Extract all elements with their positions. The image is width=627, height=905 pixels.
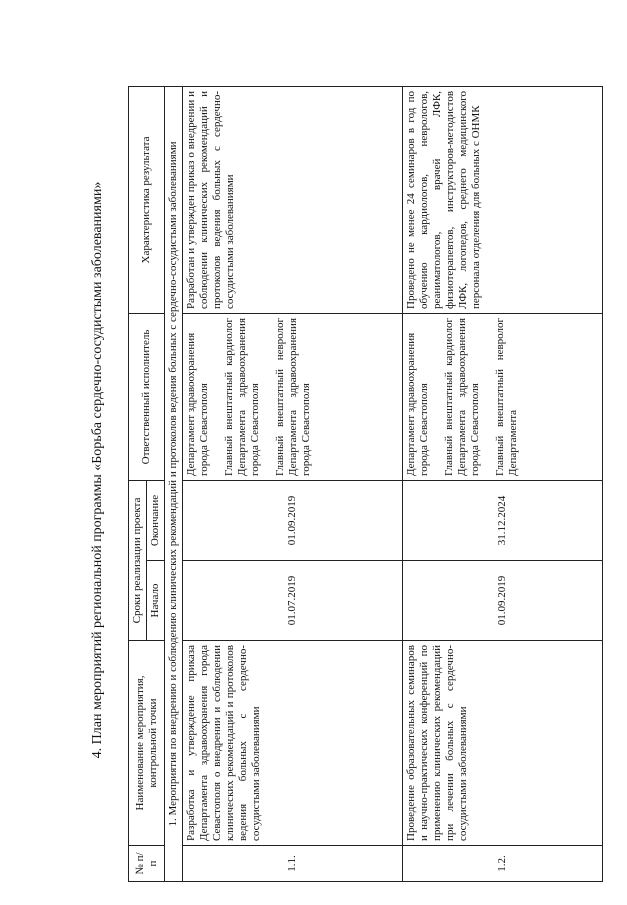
header-responsible: Ответственный исполнитель xyxy=(129,313,165,480)
header-end: Окончание xyxy=(147,480,165,560)
row-result: Разработан и утвержден приказ о внедрении и соблюдении клинических рекомендаций и протоколов ведения больных с сердечно-сосудистыми заболеваниями xyxy=(183,86,403,313)
header-result: Характеристика результата xyxy=(129,86,165,313)
row-activity-name: Разработка и утверждение приказа Департамента здравоохранения города Севастополя о внедрении и соблюдении клинических рекомендаций и протоколов ведения больных с сердечно-сосудистыми заболеваниями xyxy=(183,641,403,846)
table-row xyxy=(183,86,403,881)
header-num: № п/п xyxy=(129,846,165,882)
header-terms: Сроки реализации проекта xyxy=(129,480,147,640)
section-row xyxy=(165,86,183,881)
responsible-neurologist: Главный внештатный невролог Департамента xyxy=(494,317,519,476)
responsible-cardiologist: Главный внештатный кардиолог Департамента здравоохранения города Севастополя xyxy=(223,317,261,476)
row-result: Проведено не менее 24 семинаров в год по обучению кардиологов, неврологов, реаниматологов, врачей ЛФК, физиотерапевтов, инструкторов-методистов ЛФК, логопедов, среднего медицинского персонала отделения для больных с ОНМК xyxy=(403,86,603,313)
row-start-date: 01.09.2019 xyxy=(403,561,603,641)
section-title: 1. Мероприятия по внедрению и соблюдению клинических рекомендаций и протоколов ведения больных с сердечно-сосудистыми заболеваниями xyxy=(165,86,183,881)
header-start: Начало xyxy=(147,561,165,641)
table-row xyxy=(403,86,603,881)
row-end-date: 01.09.2019 xyxy=(183,480,403,560)
page-title: 4. План мероприятий региональной программы «Борьба сердечно-сосудистыми заболеваниями» xyxy=(90,181,105,759)
row-responsible xyxy=(403,313,603,480)
row-number: 1.1. xyxy=(183,846,403,882)
row-end-date: 31.12.2024 xyxy=(403,480,603,560)
responsible-department: Департамент здравоохранения города Севастополя xyxy=(405,332,430,476)
responsible-department: Департамент здравоохранения города Севастополя xyxy=(185,332,210,476)
plan-table xyxy=(128,86,603,882)
row-number: 1.2. xyxy=(403,846,603,882)
row-responsible xyxy=(183,313,403,480)
header-name: Наименование мероприятия, контрольной точки xyxy=(129,641,165,846)
header-row xyxy=(129,86,147,881)
row-start-date: 01.07.2019 xyxy=(183,561,403,641)
responsible-neurologist: Главный внештатный невролог Департамента здравоохранения города Севастополя xyxy=(274,317,312,476)
row-activity-name: Проведение образовательных семинаров и научно-практических конференций по применению клинических рекомендаций при лечении больных с сердечно-сосудистыми заболеваниями xyxy=(403,641,603,846)
responsible-cardiologist: Главный внештатный кардиолог Департамента здравоохранения города Севастополя xyxy=(443,317,481,476)
